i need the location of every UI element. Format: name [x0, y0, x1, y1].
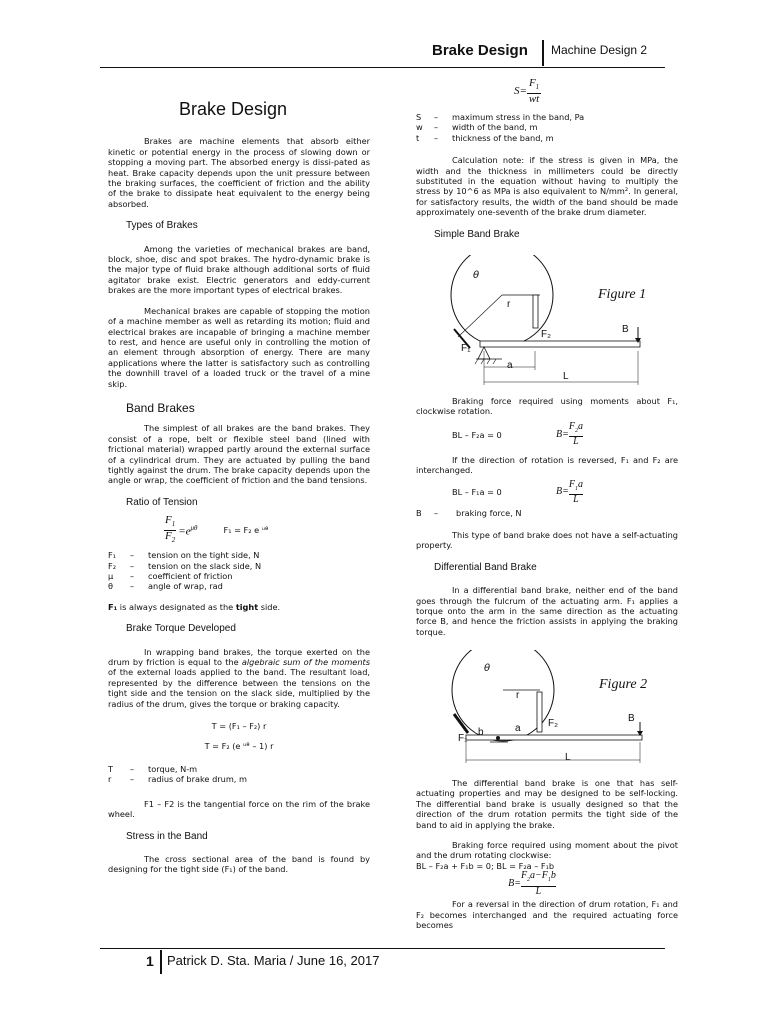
fig2-l-label: L	[565, 752, 571, 763]
footer-divider	[160, 950, 162, 974]
torque-paragraph: In wrapping band brakes, the torque exerted on the drum by friction is equal to the algebraic sum of the moments of the external loads applied to the band. The resultant load, represented by the difference between the tensions on the tight side and the tension on the slack side, multiplied by the radius of the drum, gives the torque or braking capacity.	[108, 646, 371, 709]
def-row: μ – coefficient of friction	[108, 571, 233, 581]
simple-paragraph-1: Braking force required using moments about F₁, clockwise rotation.	[416, 396, 678, 417]
def-row: F₁ – tension on the tight side, N	[108, 550, 260, 561]
fig1-a-label: a	[507, 360, 513, 371]
calculation-note: Calculation note: if the stress is given in MPa, the width and the thickness in millimeters could be directly substituted in the equation without having to multiply the stress by 10^6 as MPa is also equivalent to N/mm². In general, for satisfactory results, the width of the band should be made approximately one-seventh of the brake drum diameter.	[416, 155, 678, 218]
ratio-equation	[164, 514, 370, 546]
simple-equation-2-row	[416, 480, 678, 506]
def-symbol: F₂	[108, 560, 116, 571]
fig1-band-slack	[533, 295, 538, 328]
fig2-b-dim-label: b	[478, 727, 484, 738]
stress-heading: Stress in the Band	[126, 830, 208, 842]
fig1-r-label: r	[507, 299, 511, 310]
band-brakes-paragraph: The simplest of all brakes are the band brakes. They consist of a rope, belt or flexible steel band (lined with frictional material) wrapped partly around the external surface of a cylindrical drum. They are actuated by pulling the band tightly against the drum. The brake capacity depends upon the angle or wrap, the coefficient of friction and the band tensions.	[108, 423, 370, 486]
header-subtitle: Machine Design 2	[551, 43, 648, 57]
fig1-f2-label: F₂	[541, 329, 551, 340]
torque-definitions	[108, 764, 370, 785]
footer-author-date: Patrick D. Sta. Maria / June 16, 2017	[167, 953, 380, 968]
footer-rule	[100, 948, 665, 949]
simple-equation-1-row	[416, 420, 678, 448]
simple-paragraph-3: This type of band brake does not have a self-actuating property.	[416, 530, 678, 551]
stress-definitions	[416, 112, 678, 143]
def-row: F₂ – tension on the slack side, N	[108, 560, 262, 571]
def-row: r – radius of brake drum, m	[108, 774, 247, 785]
differential-paragraph-2: The differential band brake is one that has self-actuating properties and may be designed to be self-locking. The differential band brake is usually designed so that the direction of the drum rotation permits the tight side of the band to aid in applying the brake.	[416, 778, 678, 830]
def-row: S – maximum stress in the band, Pa	[416, 112, 585, 122]
page-number: 1	[146, 953, 154, 969]
torque-equation-1: T = (F₁ – F₂) r	[211, 721, 267, 732]
fig2-a-label: a	[515, 723, 521, 734]
tangential-paragraph: F1 – F2 is the tangential force on the rim of the brake wheel.	[108, 798, 370, 820]
ratio-equation-right: F₁ = F₂ e ᵘᶿ	[223, 524, 269, 535]
page-title: Brake Design	[178, 99, 288, 119]
header-divider	[542, 40, 544, 66]
def-row: t – thickness of the band, m	[416, 132, 554, 143]
differential-fraction: B= $F_2a-F_1b$ L	[508, 870, 556, 897]
simple-fraction-2: B= $F_1a$ L	[556, 478, 583, 506]
fig2-lever	[466, 735, 642, 740]
fig2-r-label: r	[516, 690, 520, 701]
tight-side-note: F₁ is always designated as the tight side.	[108, 601, 281, 612]
simple-paragraph-2: If the direction of rotation is reversed, F₁ and F₂ are interchanged.	[416, 454, 678, 476]
right-column	[416, 76, 678, 240]
differential-paragraph-1: In a differential band brake, neither end of the band goes through the fulcrum of the actuating arm. F₁ applies a torque onto the arm in the same direction as the actuating force B, and hence the friction assists in applying the braking torque.	[416, 585, 678, 637]
differential-heading: Differential Band Brake	[434, 561, 537, 573]
fig1-diagonal	[458, 295, 502, 337]
simple-fraction-1: B= $F_2a$ L	[556, 420, 583, 448]
fig1-caption: Figure 1	[598, 287, 647, 302]
torque-heading: Brake Torque Developed	[126, 623, 236, 635]
stress-equation: S= $\frac{F_1}{wt}$	[514, 77, 540, 105]
fig2-f2-label: F₂	[548, 718, 558, 729]
right-column-bottom	[416, 778, 678, 930]
ratio-heading: Ratio of Tension	[126, 496, 198, 508]
fig1-b-label: B	[622, 324, 629, 335]
header-title: Brake Design	[432, 42, 528, 59]
right-column-lower	[416, 396, 678, 637]
fig1-lever	[480, 341, 640, 347]
fig1-f1-label: F₁	[461, 343, 471, 354]
differential-equation-line: BL – F₂a + F₁b = 0; BL = F₂a – F₁b	[416, 860, 555, 871]
torque-equation-2: T = F₂ (e ᵘᶿ – 1) r	[204, 741, 274, 752]
fig1-l-label: L	[563, 371, 569, 382]
types-paragraph-1: Among the varieties of mechanical brakes are band, block, shoe, disc and spot brakes. The hydro-dynamic brake is the major type of fluid brake although additional sorts of fluid agitator brake exist. Electric generators and eddy-current brakes are the more important types of electrical brakes.	[108, 243, 370, 296]
fig2-f1-label: F₁	[458, 733, 468, 744]
def-row: w – width of the band, m	[416, 122, 538, 133]
ratio-definitions	[108, 550, 370, 592]
def-symbol: μ	[108, 571, 114, 581]
header-rule	[100, 67, 665, 68]
differential-paragraph-4: For a reversal in the direction of drum rotation, F₁ and F₂ becomes interchanged and the required actuating force becomes	[416, 899, 678, 931]
fig1-theta-label: θ	[473, 270, 480, 281]
def-row: B – braking force, N	[416, 507, 522, 518]
types-heading: Types of Brakes	[126, 220, 198, 232]
fig2-caption: Figure 2	[599, 677, 648, 692]
types-paragraph-2: Mechanical brakes are capable of stopping the motion of a machine member as well as retarding its motion; fluid and electrical brakes are incapable of bringing a machine member to rest, and hence are useful only in controlling the motion of an element through absorption of energy. There are many applications where the latter is satisfactory such as controlling the downhill travel of a loaded truck or the travel of a mine skip.	[108, 305, 370, 389]
ratio-fraction: $\frac{F_1}{F_2}$ $=e^{\mu\theta}$	[165, 514, 198, 544]
band-brakes-heading: Band Brakes	[126, 400, 195, 415]
simple-band-heading: Simple Band Brake	[434, 228, 520, 240]
fig2-band-slack	[537, 692, 542, 732]
fig2-band-tight	[454, 714, 468, 733]
fig2-pivot	[496, 736, 500, 740]
stress-paragraph: The cross sectional area of the band is found by designing for the tight side (F₁) of the band.	[108, 853, 370, 875]
simple-equation-1: BL – F₂a = 0	[452, 429, 502, 440]
fig2-b-label: B	[628, 713, 635, 724]
left-column	[108, 99, 371, 875]
def-row: θ – angle of wrap, rad	[108, 581, 223, 592]
differential-paragraph-3: Braking force required using moment about the pivot and the drum rotating clockwise:	[416, 840, 678, 861]
intro-paragraph: Brakes are machine elements that absorb either kinetic or potential energy in the process of slowing down or stopping a moving part. The absorbed energy is dissi-pated as heat. Brake capacity depends upon the unit pressure between the braking surfaces, the coefficient of friction and the ability of the brake to dissipate heat equivalent to the energy being absorbed.	[108, 136, 370, 209]
fig2-theta-label: θ	[484, 663, 491, 674]
simple-equation-2: BL – F₁a = 0	[452, 487, 502, 498]
simple-definitions	[416, 508, 678, 518]
def-row: T – torque, N-m	[108, 763, 198, 774]
def-symbol: F₁	[108, 550, 116, 561]
def-symbol: θ	[108, 581, 114, 592]
